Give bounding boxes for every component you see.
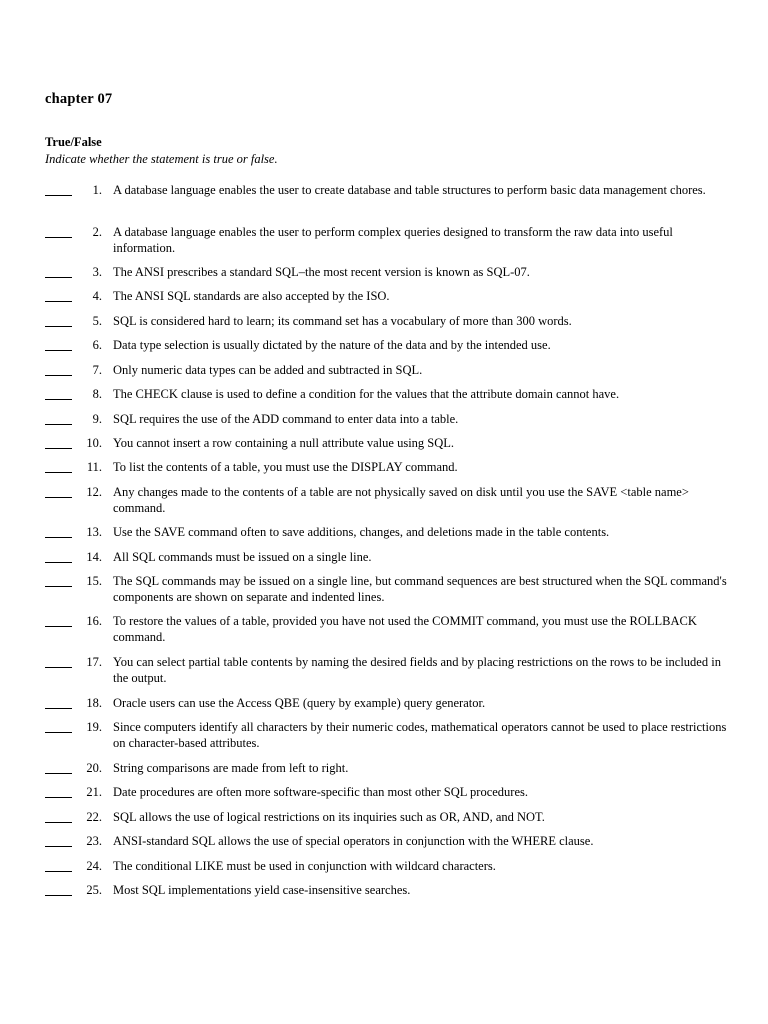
- question-text: The ANSI prescribes a standard SQL–the most recent version is known as SQL-07.: [113, 265, 530, 279]
- answer-blank[interactable]: [45, 459, 72, 475]
- question-number: 6.: [92, 338, 102, 352]
- answer-blank[interactable]: [45, 613, 72, 629]
- answer-blank[interactable]: [45, 858, 72, 874]
- section-instruction: Indicate whether the statement is true or false.: [45, 152, 278, 166]
- question-number: 13.: [86, 525, 102, 539]
- question-text: Most SQL implementations yield case-insensitive searches.: [113, 883, 411, 897]
- question-text: A database language enables the user to perform complex queries designed to transform the raw data into useful information.: [113, 225, 673, 255]
- question-text: Only numeric data types can be added and subtracted in SQL.: [113, 363, 423, 377]
- question-text: SQL is considered hard to learn; its command set has a vocabulary of more than 300 words.: [113, 314, 572, 328]
- question-number: 9.: [92, 412, 102, 426]
- question-number: 1.: [92, 183, 102, 197]
- answer-blank[interactable]: [45, 784, 72, 800]
- question-number: 2.: [92, 225, 102, 239]
- question-number: 7.: [92, 363, 102, 377]
- question-number: 10.: [86, 436, 102, 450]
- answer-blank[interactable]: [45, 264, 72, 280]
- question-number: 11.: [86, 460, 102, 474]
- answer-blank[interactable]: [45, 411, 72, 427]
- question-number: 25.: [86, 883, 102, 897]
- answer-blank[interactable]: [45, 182, 72, 198]
- question-number: 12.: [86, 485, 102, 499]
- answer-blank[interactable]: [45, 573, 72, 589]
- question-text: Use the SAVE command often to save additions, changes, and deletions made in the table contents.: [113, 525, 610, 539]
- question-text: Date procedures are often more software-specific than most other SQL procedures.: [113, 785, 528, 799]
- question-number: 15.: [86, 574, 102, 588]
- answer-blank[interactable]: [45, 224, 72, 240]
- question-text: To list the contents of a table, you must use the DISPLAY command.: [113, 460, 458, 474]
- question-text: The SQL commands may be issued on a single line, but command sequences are best structured when the SQL command's components are shown on separate and indented lines.: [113, 574, 727, 604]
- answer-blank[interactable]: [45, 484, 72, 500]
- answer-blank[interactable]: [45, 362, 72, 378]
- question-text: A database language enables the user to create database and table structures to perform basic data management chores.: [113, 183, 706, 197]
- question-text: Any changes made to the contents of a table are not physically saved on disk until you use the SAVE <table name> command.: [113, 485, 689, 515]
- answer-blank[interactable]: [45, 654, 72, 670]
- question-text: All SQL commands must be issued on a single line.: [113, 550, 372, 564]
- answer-blank[interactable]: [45, 524, 72, 540]
- answer-blank[interactable]: [45, 549, 72, 565]
- answer-blank[interactable]: [45, 719, 72, 735]
- question-number: 4.: [92, 289, 102, 303]
- answer-blank[interactable]: [45, 386, 72, 402]
- question-text: You can select partial table contents by naming the desired fields and by placing restrictions on the rows to be included in the output.: [113, 655, 721, 685]
- answer-blank[interactable]: [45, 435, 72, 451]
- question-text: ANSI-standard SQL allows the use of special operators in conjunction with the WHERE clause.: [113, 834, 594, 848]
- answer-blank[interactable]: [45, 288, 72, 304]
- section-title: True/False: [45, 135, 102, 149]
- answer-blank[interactable]: [45, 809, 72, 825]
- question-text: SQL requires the use of the ADD command to enter data into a table.: [113, 412, 459, 426]
- question-text: You cannot insert a row containing a null attribute value using SQL.: [113, 436, 455, 450]
- question-number: 24.: [86, 859, 102, 873]
- chapter-title: chapter 07: [45, 91, 113, 107]
- question-text: Oracle users can use the Access QBE (query by example) query generator.: [113, 696, 486, 710]
- question-number: 16.: [86, 614, 102, 628]
- question-text: Since computers identify all characters by their numeric codes, mathematical operators cannot be used to place restrictions on character-based attributes.: [113, 720, 727, 750]
- answer-blank[interactable]: [45, 695, 72, 711]
- question-text: The ANSI SQL standards are also accepted by the ISO.: [113, 289, 390, 303]
- question-number: 3.: [92, 265, 102, 279]
- question-number: 8.: [92, 387, 102, 401]
- question-number: 14.: [86, 550, 102, 564]
- answer-blank[interactable]: [45, 313, 72, 329]
- answer-blank[interactable]: [45, 337, 72, 353]
- question-text: String comparisons are made from left to right.: [113, 761, 349, 775]
- answer-blank[interactable]: [45, 882, 72, 898]
- question-text: The CHECK clause is used to define a condition for the values that the attribute domain cannot have.: [113, 387, 620, 401]
- question-number: 17.: [86, 655, 102, 669]
- question-number: 21.: [86, 785, 102, 799]
- question-number: 5.: [92, 314, 102, 328]
- question-number: 20.: [86, 761, 102, 775]
- question-number: 18.: [86, 696, 102, 710]
- answer-blank[interactable]: [45, 760, 72, 776]
- question-number: 19.: [86, 720, 102, 734]
- question-text: SQL allows the use of logical restrictions on its inquiries such as OR, AND, and NOT.: [113, 810, 545, 824]
- question-text: Data type selection is usually dictated by the nature of the data and by the intended use.: [113, 338, 551, 352]
- question-number: 23.: [86, 834, 102, 848]
- answer-blank[interactable]: [45, 833, 72, 849]
- question-text: The conditional LIKE must be used in conjunction with wildcard characters.: [113, 859, 496, 873]
- question-number: 22.: [86, 810, 102, 824]
- question-text: To restore the values of a table, provided you have not used the COMMIT command, you must use the ROLLBACK command.: [113, 614, 697, 644]
